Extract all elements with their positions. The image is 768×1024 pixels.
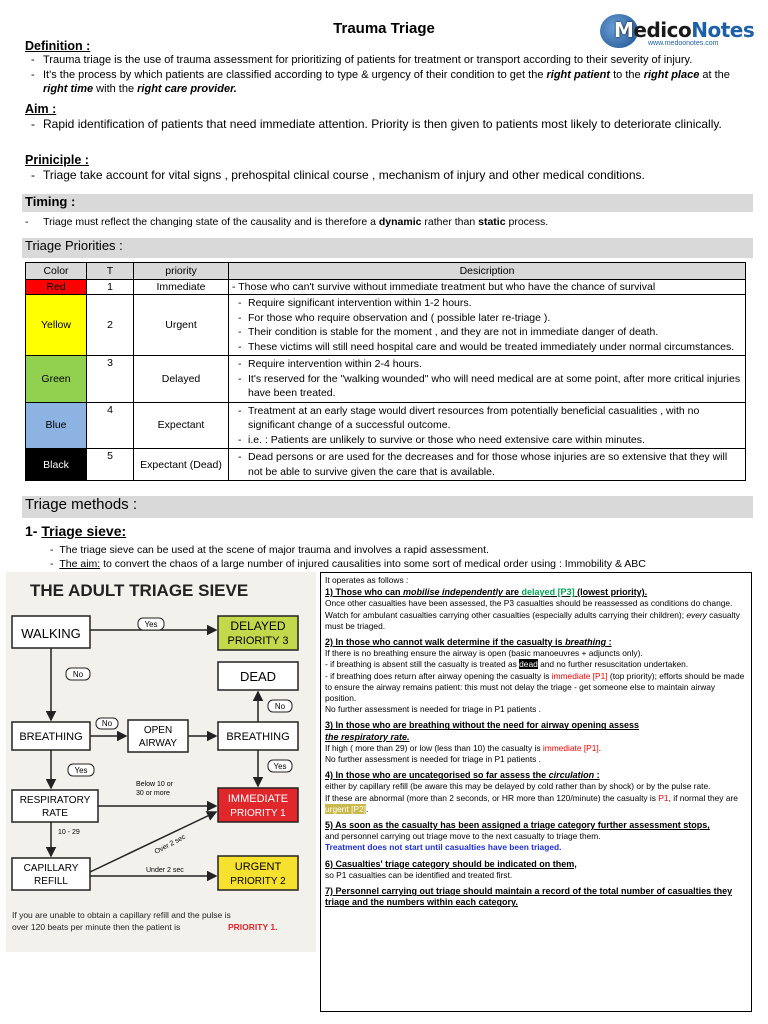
desc-item: - These victims will still need hospital care and would be treated immediately under normal circumstances. xyxy=(248,340,742,355)
col-header: Color xyxy=(26,263,87,280)
urgent-box: URGENT xyxy=(234,861,282,873)
breathing-box: BREATHING xyxy=(19,731,83,743)
methods-heading: Triage methods : xyxy=(22,496,753,518)
svg-text:Below 10 or: Below 10 or xyxy=(136,781,173,788)
step-1: 1) Those who can mobilise independently are delayed [P3] (lowest priority). Once other casualties have been assessed, the P3 casualties should be reassessed as conditions do change. Watch for ambulant casualties carrying other casualties (especially adults carrying their children); every casualty must be triaged. xyxy=(325,587,740,631)
dead-box: DEAD xyxy=(239,669,277,684)
principle-item: - Triage take account for vital signs , prehospital clinical course , mechanism of injury and other medical conditions. xyxy=(43,167,755,183)
desc-cell: - Those who can't survive without immediate treatment but who have the chance of survival xyxy=(229,280,746,295)
svg-text:over 120 beats per minute the: over 120 beats per minute then the patient is xyxy=(12,922,181,932)
desc-item: - Require intervention within 2-4 hours. xyxy=(248,357,742,372)
sieve-aim: - The aim: to convert the chaos of a large number of injured causalities into some sort of medical order using : Immobility & ABC xyxy=(50,558,646,570)
no-label: No xyxy=(72,670,84,679)
yes-label: Yes xyxy=(74,766,88,775)
priorities-heading: Triage Priorities : xyxy=(22,238,753,258)
no-label: No xyxy=(101,719,113,728)
aim-heading: Aim : xyxy=(25,102,57,116)
priority-cell: Urgent xyxy=(134,295,229,356)
desc-cell xyxy=(229,449,746,481)
principle-section xyxy=(25,153,755,183)
delayed-box: DELAYED xyxy=(230,619,286,633)
color-cell: Red xyxy=(26,280,87,295)
table-row xyxy=(26,295,746,356)
diagram-footnote: If you are unable to obtain a capillary refill and the pulse is xyxy=(12,910,231,920)
capillary-refill-box: CAPILLARY xyxy=(23,863,79,874)
triage-priorities-table xyxy=(25,262,746,481)
svg-text:PRIORITY 1: PRIORITY 1 xyxy=(230,808,286,819)
open-airway-box: OPEN xyxy=(143,725,173,736)
timing-heading: Timing : xyxy=(22,194,753,212)
timing-text: - Triage must reflect the changing state of the causality and is therefore a dynamic rather than static process. xyxy=(25,216,549,228)
table-row xyxy=(26,449,746,481)
sieve-text xyxy=(50,543,750,571)
svg-text:PRIORITY 2: PRIORITY 2 xyxy=(230,876,286,887)
t-cell: 4 xyxy=(87,402,134,449)
priority-cell: Delayed xyxy=(134,356,229,403)
page-title: Trauma Triage xyxy=(333,20,435,37)
color-cell: Yellow xyxy=(26,295,87,356)
definition-heading: Definition : xyxy=(25,39,91,53)
step-6: 6) Casualties' triage category should be indicated on them, so P1 casualties can be identified and treated first. xyxy=(325,858,577,880)
desc-cell xyxy=(229,402,746,449)
table-row xyxy=(26,402,746,449)
desc-item: - Dead persons or are used for the decreases and for those whose injuries are so extensive that they will not be able to survive given the care that is available. xyxy=(248,450,742,479)
sieve-item: - The triage sieve can be used at the scene of major trauma and involves a rapid assessment. xyxy=(50,544,489,556)
step-2: 2) In those who cannot walk determine if the casualty is breathing : If there is no breathing ensure the airway is open (basic manoeuvres + adjuncts only). - if breathing is absent still the casualty is treated as dead and no further resuscitation undertaken. - if breathing does return after airway opening the casualty is immediate [P1] (top priority); efforts should be made to ensure the airway remains patient: this must not delay the triage - get someone else to maintain airway position. No further assessment is needed for triage in P1 patients . xyxy=(325,637,745,715)
table-row xyxy=(26,280,746,295)
svg-text:30 or more: 30 or more xyxy=(136,790,170,797)
yes-label: Yes xyxy=(144,620,158,629)
steps-intro: It operates as follows : xyxy=(325,575,409,585)
t-cell: 3 xyxy=(87,356,134,403)
color-cell: Blue xyxy=(26,402,87,449)
mediconotes-logo: MedicoNotes www.medoonotes.com xyxy=(600,12,740,50)
color-cell: Green xyxy=(26,356,87,403)
no-label: No xyxy=(274,702,286,711)
respiratory-rate-box: RESPIRATORY xyxy=(19,795,91,806)
svg-text:Under 2 sec: Under 2 sec xyxy=(146,867,184,874)
yes-label: Yes xyxy=(273,762,287,771)
step-7: 7) Personnel carrying out triage should maintain a record of the total number of casualties they triage and the numbers within each category. xyxy=(325,886,733,908)
desc-cell xyxy=(229,356,746,403)
col-header: Desicription xyxy=(229,263,746,280)
step-3: 3) In those who are breathing without the need for airway opening assess the respiratory rate. If high ( more than 29) or low (less than 10) the casualty is immediate [P1]. No further assessment is needed for triage in P1 patients . xyxy=(325,720,640,765)
priority-cell: Expectant (Dead) xyxy=(134,449,229,481)
svg-text:REFILL: REFILL xyxy=(34,876,68,887)
aim-section xyxy=(25,102,755,132)
definition-item: - It's the process by which patients are classified according to type & urgency of their condition to get the right patient to the right place at the right time with the right care provider. xyxy=(43,68,755,97)
svg-text:PRIORITY 3: PRIORITY 3 xyxy=(227,635,289,647)
desc-item: - It's reserved for the "walking wounded" who will need medical are at some point, after more critical injuries have been treated. xyxy=(248,372,742,401)
step-5: 5) As soon as the casualty has been assigned a triage category further assessment stops, and personnel carrying out triage move to the next casualty to triage them. Treatment does not start until casualties have been triaged. xyxy=(325,820,710,853)
step-4: 4) In those who are uncategorised so far assess the circulation : either by capillary refill (be aware this may be delayed by cold rather than by shock) or by the pulse rate. If these are abnormal (more than 2 seconds, or HR more than 120/minute) the casualty is P1, if normal they are urgent [P2]. xyxy=(325,770,738,814)
t-cell: 2 xyxy=(87,295,134,356)
triage-sieve-diagram xyxy=(6,572,316,952)
immediate-box: IMMEDIATE xyxy=(227,793,289,805)
priority-cell: Immediate xyxy=(134,280,229,295)
diagram-title: THE ADULT TRIAGE SIEVE xyxy=(30,581,249,600)
svg-text:10 - 29: 10 - 29 xyxy=(58,829,80,836)
svg-text:RATE: RATE xyxy=(42,808,68,819)
desc-item: - Require significant intervention within 1-2 hours. xyxy=(248,296,742,311)
table-row xyxy=(26,356,746,403)
col-header: priority xyxy=(134,263,229,280)
definition-section xyxy=(25,39,755,97)
col-header: T xyxy=(87,263,134,280)
t-cell: 1 xyxy=(87,280,134,295)
desc-item: - For those who require observation and ( possible later re-triage ). xyxy=(248,311,742,326)
sieve-steps-box xyxy=(320,572,752,1012)
svg-text:Over 2 sec: Over 2 sec xyxy=(153,833,187,856)
principle-heading: Priniciple : xyxy=(25,153,89,167)
svg-text:AIRWAY: AIRWAY xyxy=(138,738,178,749)
sieve-heading: 1- Triage sieve: xyxy=(25,523,127,539)
t-cell: 5 xyxy=(87,449,134,481)
definition-item: - Trauma triage is the use of trauma assessment for prioritizing of patients for treatment or transport according to their severity of injury. xyxy=(43,53,755,68)
color-cell: Black xyxy=(26,449,87,481)
priority-cell: Expectant xyxy=(134,402,229,449)
desc-item: - Their condition is stable for the moment , and they are not in immediate danger of death. xyxy=(248,325,742,340)
walking-box: WALKING xyxy=(21,626,81,641)
desc-item: - i.e. : Patients are unlikely to survive or those who need extensive care within minutes. xyxy=(248,433,742,448)
breathing-box-2: BREATHING xyxy=(226,731,290,743)
desc-cell xyxy=(229,295,746,356)
desc-item: - Treatment at an early stage would divert resources from potentially beneficial casualities , with no significant change of a successful outcome. xyxy=(248,404,742,433)
aim-item: - Rapid identification of patients that need immediate attention. Priority is then given to patients most likely to deteriorate clinically. xyxy=(43,116,755,132)
svg-text:PRIORITY 1.: PRIORITY 1. xyxy=(228,922,278,932)
